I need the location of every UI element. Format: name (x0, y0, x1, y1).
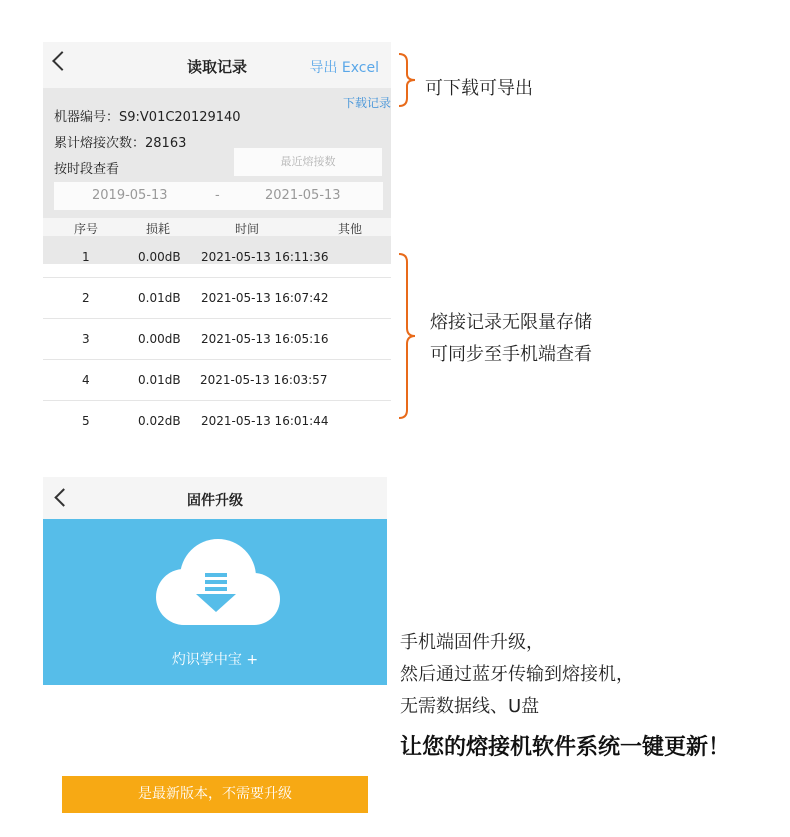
start-date[interactable]: 2019-05-13 (92, 188, 168, 203)
table-row[interactable] (43, 277, 391, 318)
record-header (43, 42, 391, 88)
firmware-header (43, 477, 387, 519)
row-index: 5 (82, 414, 90, 428)
row-time: 2021-05-13 16:11:36 (201, 250, 329, 264)
row-loss: 0.00dB (138, 250, 181, 264)
recent-splices-button[interactable]: 最近熔接数 (234, 148, 382, 176)
promo-line-3: 无需数据线、U盘 (400, 696, 540, 717)
table-row[interactable] (43, 236, 391, 277)
page-title: 读取记录 (186, 58, 247, 76)
row-loss: 0.00dB (138, 332, 181, 346)
date-range-picker[interactable] (54, 182, 383, 210)
table-row[interactable] (43, 318, 391, 359)
firmware-screen (43, 477, 387, 837)
query-by-period-label: 按时段查看 (54, 162, 120, 177)
page-title: 固件升级 (187, 493, 243, 509)
column-header-other: 其他 (338, 222, 363, 236)
export-excel-button[interactable]: 导出 Excel (309, 60, 379, 76)
row-loss: 0.02dB (138, 414, 181, 428)
machine-number: 机器编号：S9:V01C20129140 (54, 110, 241, 125)
download-records-button[interactable]: 下载记录 (342, 96, 391, 110)
cloud-download-icon (142, 535, 290, 633)
row-time: 2021-05-13 16:03:57 (200, 373, 328, 387)
storage-annotation-line2: 可同步至手机端查看 (430, 344, 592, 365)
row-time: 2021-05-13 16:05:16 (201, 332, 329, 346)
firmware-banner (43, 519, 387, 685)
latest-version-button[interactable]: 是最新版本，不需要升级 (62, 776, 368, 813)
row-time: 2021-05-13 16:07:42 (201, 291, 329, 305)
table-row[interactable] (43, 400, 391, 438)
row-loss: 0.01dB (138, 291, 181, 305)
promo-line-1: 手机端固件升级， (400, 632, 544, 653)
table-row[interactable] (43, 359, 391, 400)
app-name: 灼识掌中宝 + (171, 652, 259, 668)
record-screen (43, 42, 391, 438)
row-time: 2021-05-13 16:01:44 (201, 414, 329, 428)
export-annotation: 可下载可导出 (425, 78, 533, 99)
brace-icon (395, 252, 425, 420)
column-header-loss: 损耗 (146, 222, 171, 236)
row-loss: 0.01dB (138, 373, 181, 387)
table-header (43, 218, 391, 236)
promo-line-2: 然后通过蓝牙传输到熔接机， (400, 664, 634, 685)
row-index: 4 (82, 373, 90, 387)
column-header-index: 序号 (74, 222, 99, 236)
date-separator: - (215, 188, 220, 203)
brace-icon (395, 52, 425, 108)
promo-headline: 让您的熔接机软件系统一键更新！ (400, 735, 731, 760)
storage-annotation-line1: 熔接记录无限量存储 (430, 312, 592, 333)
splice-count: 累计熔接次数：28163 (54, 136, 187, 151)
row-index: 3 (82, 332, 90, 346)
end-date[interactable]: 2021-05-13 (265, 188, 341, 203)
column-header-time: 时间 (235, 222, 260, 236)
row-index: 2 (82, 291, 90, 305)
row-index: 1 (82, 250, 90, 264)
